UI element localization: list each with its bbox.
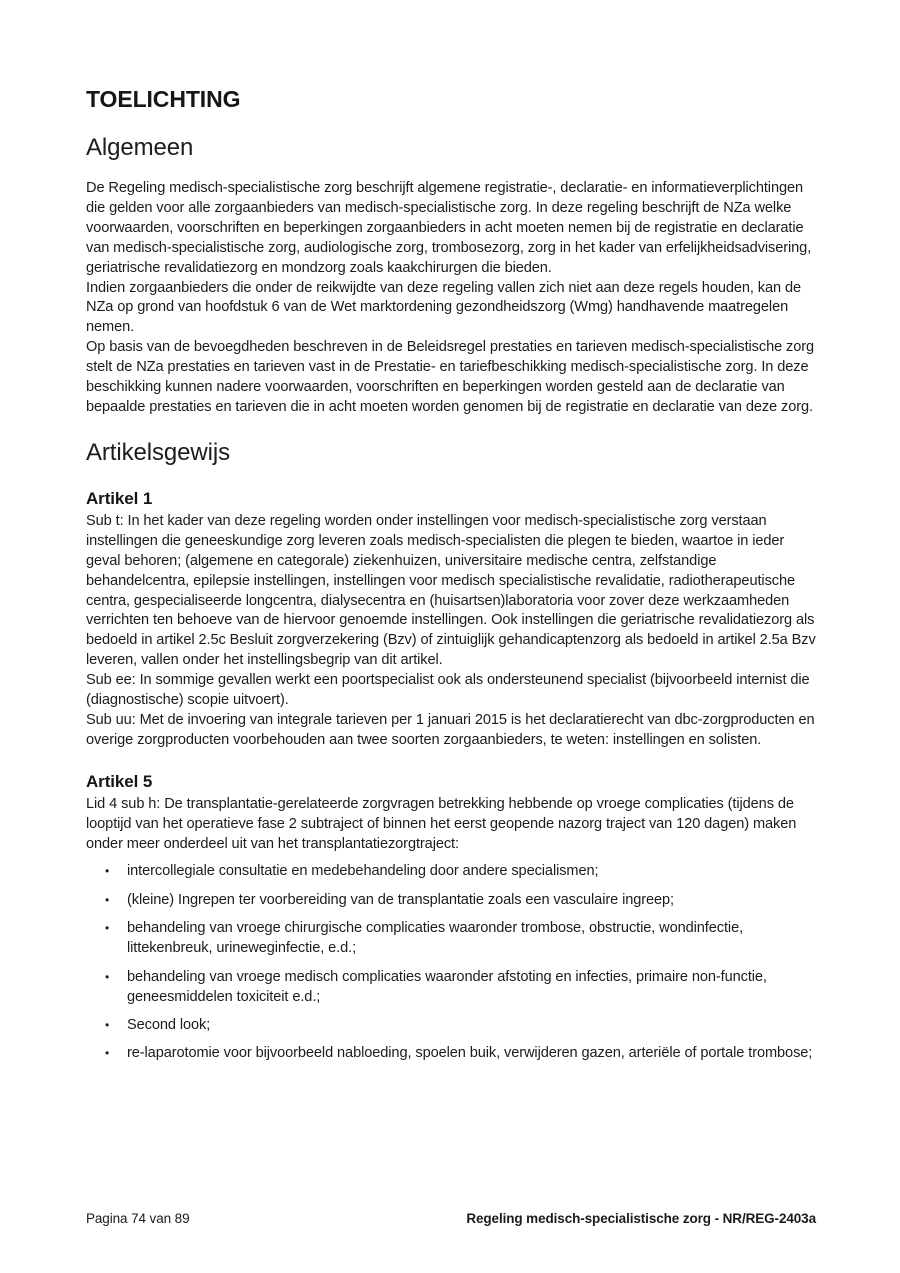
section-heading-algemeen: Algemeen	[86, 134, 194, 161]
list-item-text: (kleine) Ingrepen ter voorbereiding van de transplantatie zoals een vasculaire ingreep;	[127, 891, 675, 908]
bullet-icon: •	[105, 1017, 110, 1032]
list-item	[86, 1044, 816, 1064]
page-footer	[86, 1210, 816, 1227]
list-item	[86, 919, 816, 959]
bullet-icon: •	[105, 969, 110, 984]
section-algemeen-body	[86, 179, 816, 418]
paragraph: Op basis van de bevoegdheden beschreven in de Beleidsregel prestaties en tarieven medisch-specialistische zorg stelt de NZa prestaties en tarieven vast in de Prestatie- en tariefbeschikking medisch-specialistische zorg. In deze beschikking kunnen nadere voorwaarden, voorschriften en beperkingen worden gesteld aan de declaratie van bepaalde prestaties en tarieven die in acht moeten worden genomen bij de registratie en declaratie van deze zorg.	[86, 339, 815, 415]
list-item	[86, 862, 816, 882]
section-heading-artikelsgewijs: Artikelsgewijs	[86, 438, 230, 466]
document-title: TOELICHTING	[86, 86, 241, 112]
list-item-text: behandeling van vroege medisch complicaties waaronder afstoting en infecties, primaire non-functie, geneesmiddelen toxiciteit e.d.;	[127, 968, 767, 1005]
article-5	[86, 771, 816, 1064]
list-item	[86, 1016, 816, 1036]
article-1	[86, 488, 816, 751]
footer-document-reference: Regeling medisch-specialistische zorg - NR/REG-2403a	[466, 1211, 816, 1226]
paragraph: Sub t: In het kader van deze regeling worden onder instellingen voor medisch-specialistische zorg verstaan instellingen die geneeskundige zorg leveren zoals medisch-specialisten die plegen te bieden, waartoe in ieder geval behoren; (algemene en categorale) ziekenhuizen, universitaire medische centra, zelfstandige behandelcentra, epilepsie instellingen, instellingen voor medisch specialistische revalidatie, radiotherapeutische centra, gespecialiseerde longcentra, dialysecentra en (huisartsen)laboratoria voor zover deze werkzaamheden verrichten ten behoeve van de hiervoor genoemde instellingen. Ook instellingen die geriatrische revalidatiezorg als bedoeld in artikel 2.5c Besluit zorgverzekering (Bzv) of zintuiglijk gehandicaptenzorg als bedoeld in artikel 2.5a Bzv leveren, vallen onder het instellingsbegrip van dit artikel.	[86, 512, 816, 669]
paragraph: Lid 4 sub h: De transplantatie-gerelateerde zorgvragen betrekking hebbende op vroege complicaties (tijdens de looptijd van het operatieve fase 2 subtraject of binnen het eerst geopende nazorg traject van 120 dagen) maken onder meer onderdeel uit van het transplantatiezorgtraject:	[86, 795, 797, 852]
list-item-text: re-laparotomie voor bijvoorbeeld nabloeding, spoelen buik, verwijderen gazen, arteriële of portale trombose;	[127, 1045, 813, 1062]
paragraph: Sub uu: Met de invoering van integrale tarieven per 1 januari 2015 is het declaratierecht van dbc-zorgproducten en overige zorgproducten voorbehouden aan twee soorten zorgaanbieders, te weten: instellingen en solisten.	[86, 711, 815, 748]
paragraph: Sub ee: In sommige gevallen werkt een poortspecialist ook als ondersteunend specialist (bijvoorbeeld internist die (diagnostische) scopie uitvoert).	[86, 672, 810, 709]
bullet-list	[86, 862, 816, 1064]
bullet-icon: •	[105, 1046, 110, 1061]
bullet-icon: •	[105, 864, 110, 879]
bullet-icon: •	[105, 892, 110, 907]
paragraph: De Regeling medisch-specialistische zorg beschrijft algemene registratie-, declaratie- en informatieverplichtingen die gelden voor alle zorgaanbieders van medisch-specialistische zorg. In deze regeling beschrijft de NZa welke voorwaarden, voorschriften en beperkingen zorgaanbieders in acht moeten nemen bij de registratie en declaratie van medisch-specialistische zorg, audiologische zorg, trombosezorg, zorg in het kader van erfelijkheidsadvisering, geriatrische revalidatiezorg en mondzorg zoals kaakchirurgen die bieden.	[86, 180, 812, 276]
list-item	[86, 968, 816, 1008]
paragraph: Indien zorgaanbieders die onder de reikwijdte van deze regeling vallen zich niet aan deze regels houden, kan de NZa op grond van hoofdstuk 6 van de Wet marktordening gezondheidszorg (Wmg) handhavende maatregelen nemen.	[86, 279, 802, 336]
article-heading-artikel-5: Artikel 5	[86, 771, 153, 791]
footer-page-number: Pagina 74 van 89	[86, 1211, 190, 1226]
list-item-text: behandeling van vroege chirurgische complicaties waaronder trombose, obstructie, wondinfectie, littekenbreuk, urineweginfectie, e.d.;	[127, 920, 744, 957]
bullet-icon: •	[105, 921, 110, 936]
page-content	[86, 87, 816, 1073]
list-item-text: intercollegiale consultatie en medebehandeling door andere specialismen;	[127, 863, 599, 880]
list-item-text: Second look;	[127, 1016, 211, 1033]
article-heading-artikel-1: Artikel 1	[86, 488, 153, 508]
list-item	[86, 891, 816, 911]
